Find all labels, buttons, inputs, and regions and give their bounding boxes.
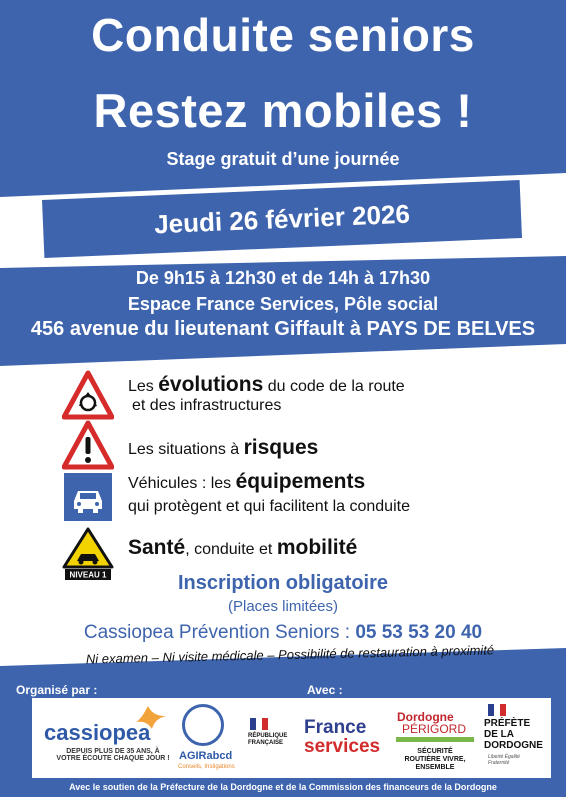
event-date: Jeudi 26 février 2026 xyxy=(153,198,411,239)
topic-pre: Les situations à xyxy=(128,441,244,458)
places-limited: (Places limitées) xyxy=(227,598,339,615)
agir-ring-icon xyxy=(182,704,224,746)
roundabout-warning-icon xyxy=(62,370,114,422)
topic-line2: qui protègent et qui facilitent la conduite xyxy=(128,498,410,515)
agir-name: AGIRabcd xyxy=(179,750,233,762)
perigord-name: PÉRIGORD xyxy=(402,722,467,736)
contact-line xyxy=(0,622,566,644)
topic-bold-2: mobilité xyxy=(276,536,358,559)
support-text: Avec le soutien de la Préfecture de la Dordogne et de la Commission des financeurs de la Dordogne xyxy=(69,782,497,792)
prefecture-motto: Liberté Égalité Fraternité xyxy=(488,754,520,766)
topic-bold: Santé xyxy=(128,536,186,559)
topic-bold: équipements xyxy=(235,470,366,493)
prefecture-flag-icon xyxy=(488,704,506,716)
republique-text: RÉPUBLIQUE FRANÇAISE xyxy=(248,733,288,746)
topic-sante xyxy=(128,536,357,560)
practical-note: Ni examen – Ni visite médicale – Possibilité de restauration à proximité xyxy=(85,642,495,667)
topic-evolutions xyxy=(128,373,405,415)
title-line-2: Restez mobiles ! xyxy=(93,84,473,137)
france-services-line1: France xyxy=(304,717,367,738)
phone-number[interactable]: 05 53 53 20 40 xyxy=(355,622,483,643)
dordogne-green-bar xyxy=(396,737,474,742)
partner-logos xyxy=(32,698,551,778)
event-place: Espace France Services, Pôle social xyxy=(127,294,439,314)
topic-post: du code de la route xyxy=(263,378,405,395)
prefecture-name: PRÉFÈTE DE LA DORDOGNE xyxy=(484,718,543,751)
topic-risques xyxy=(128,436,318,460)
event-address: 456 avenue du lieutenant Giffault à PAYS DE BELVES xyxy=(30,318,536,340)
event-hours: De 9h15 à 12h30 et de 14h à 17h30 xyxy=(135,268,431,288)
organized-by-label: Organisé par : xyxy=(16,683,98,697)
car-sign-icon xyxy=(62,471,114,523)
contact-name: Cassiopea Prévention Seniors : xyxy=(83,622,356,643)
securite-routiere-text: SÉCURITÉ ROUTIÈRE VIVRE, ENSEMBLE xyxy=(404,748,466,771)
with-label: Avec : xyxy=(307,683,343,697)
topic-bold: risques xyxy=(243,436,319,459)
topic-equipements xyxy=(128,470,410,516)
cassiopea-name: cassiopea xyxy=(44,720,151,745)
subtitle: Stage gratuit d’une journée xyxy=(166,149,400,169)
topic-line2: et des infrastructures xyxy=(132,397,282,414)
topic-pre: Véhicules : les xyxy=(128,475,236,492)
level-badge-text: NIVEAU 1 xyxy=(69,570,107,580)
dordogne-name: Dordogne xyxy=(397,710,454,724)
republique-flag-icon xyxy=(250,718,268,730)
registration-title: Inscription obligatoire xyxy=(177,572,388,594)
topic-pre: Les xyxy=(128,378,159,395)
cassiopea-tagline: DEPUIS PLUS DE 35 ANS, À VOTRE ÉCOUTE CHAQUE JOUR ! xyxy=(56,748,170,762)
agir-subtitle: Conseils, Instigations xyxy=(178,764,235,770)
topic-bold: évolutions xyxy=(158,373,264,396)
exclamation-warning-icon xyxy=(62,420,114,472)
topic-post: , conduite et xyxy=(185,541,277,558)
france-services-logo xyxy=(304,718,380,756)
title-line-1: Conduite seniors xyxy=(91,9,475,61)
france-services-line2: services xyxy=(304,736,381,757)
